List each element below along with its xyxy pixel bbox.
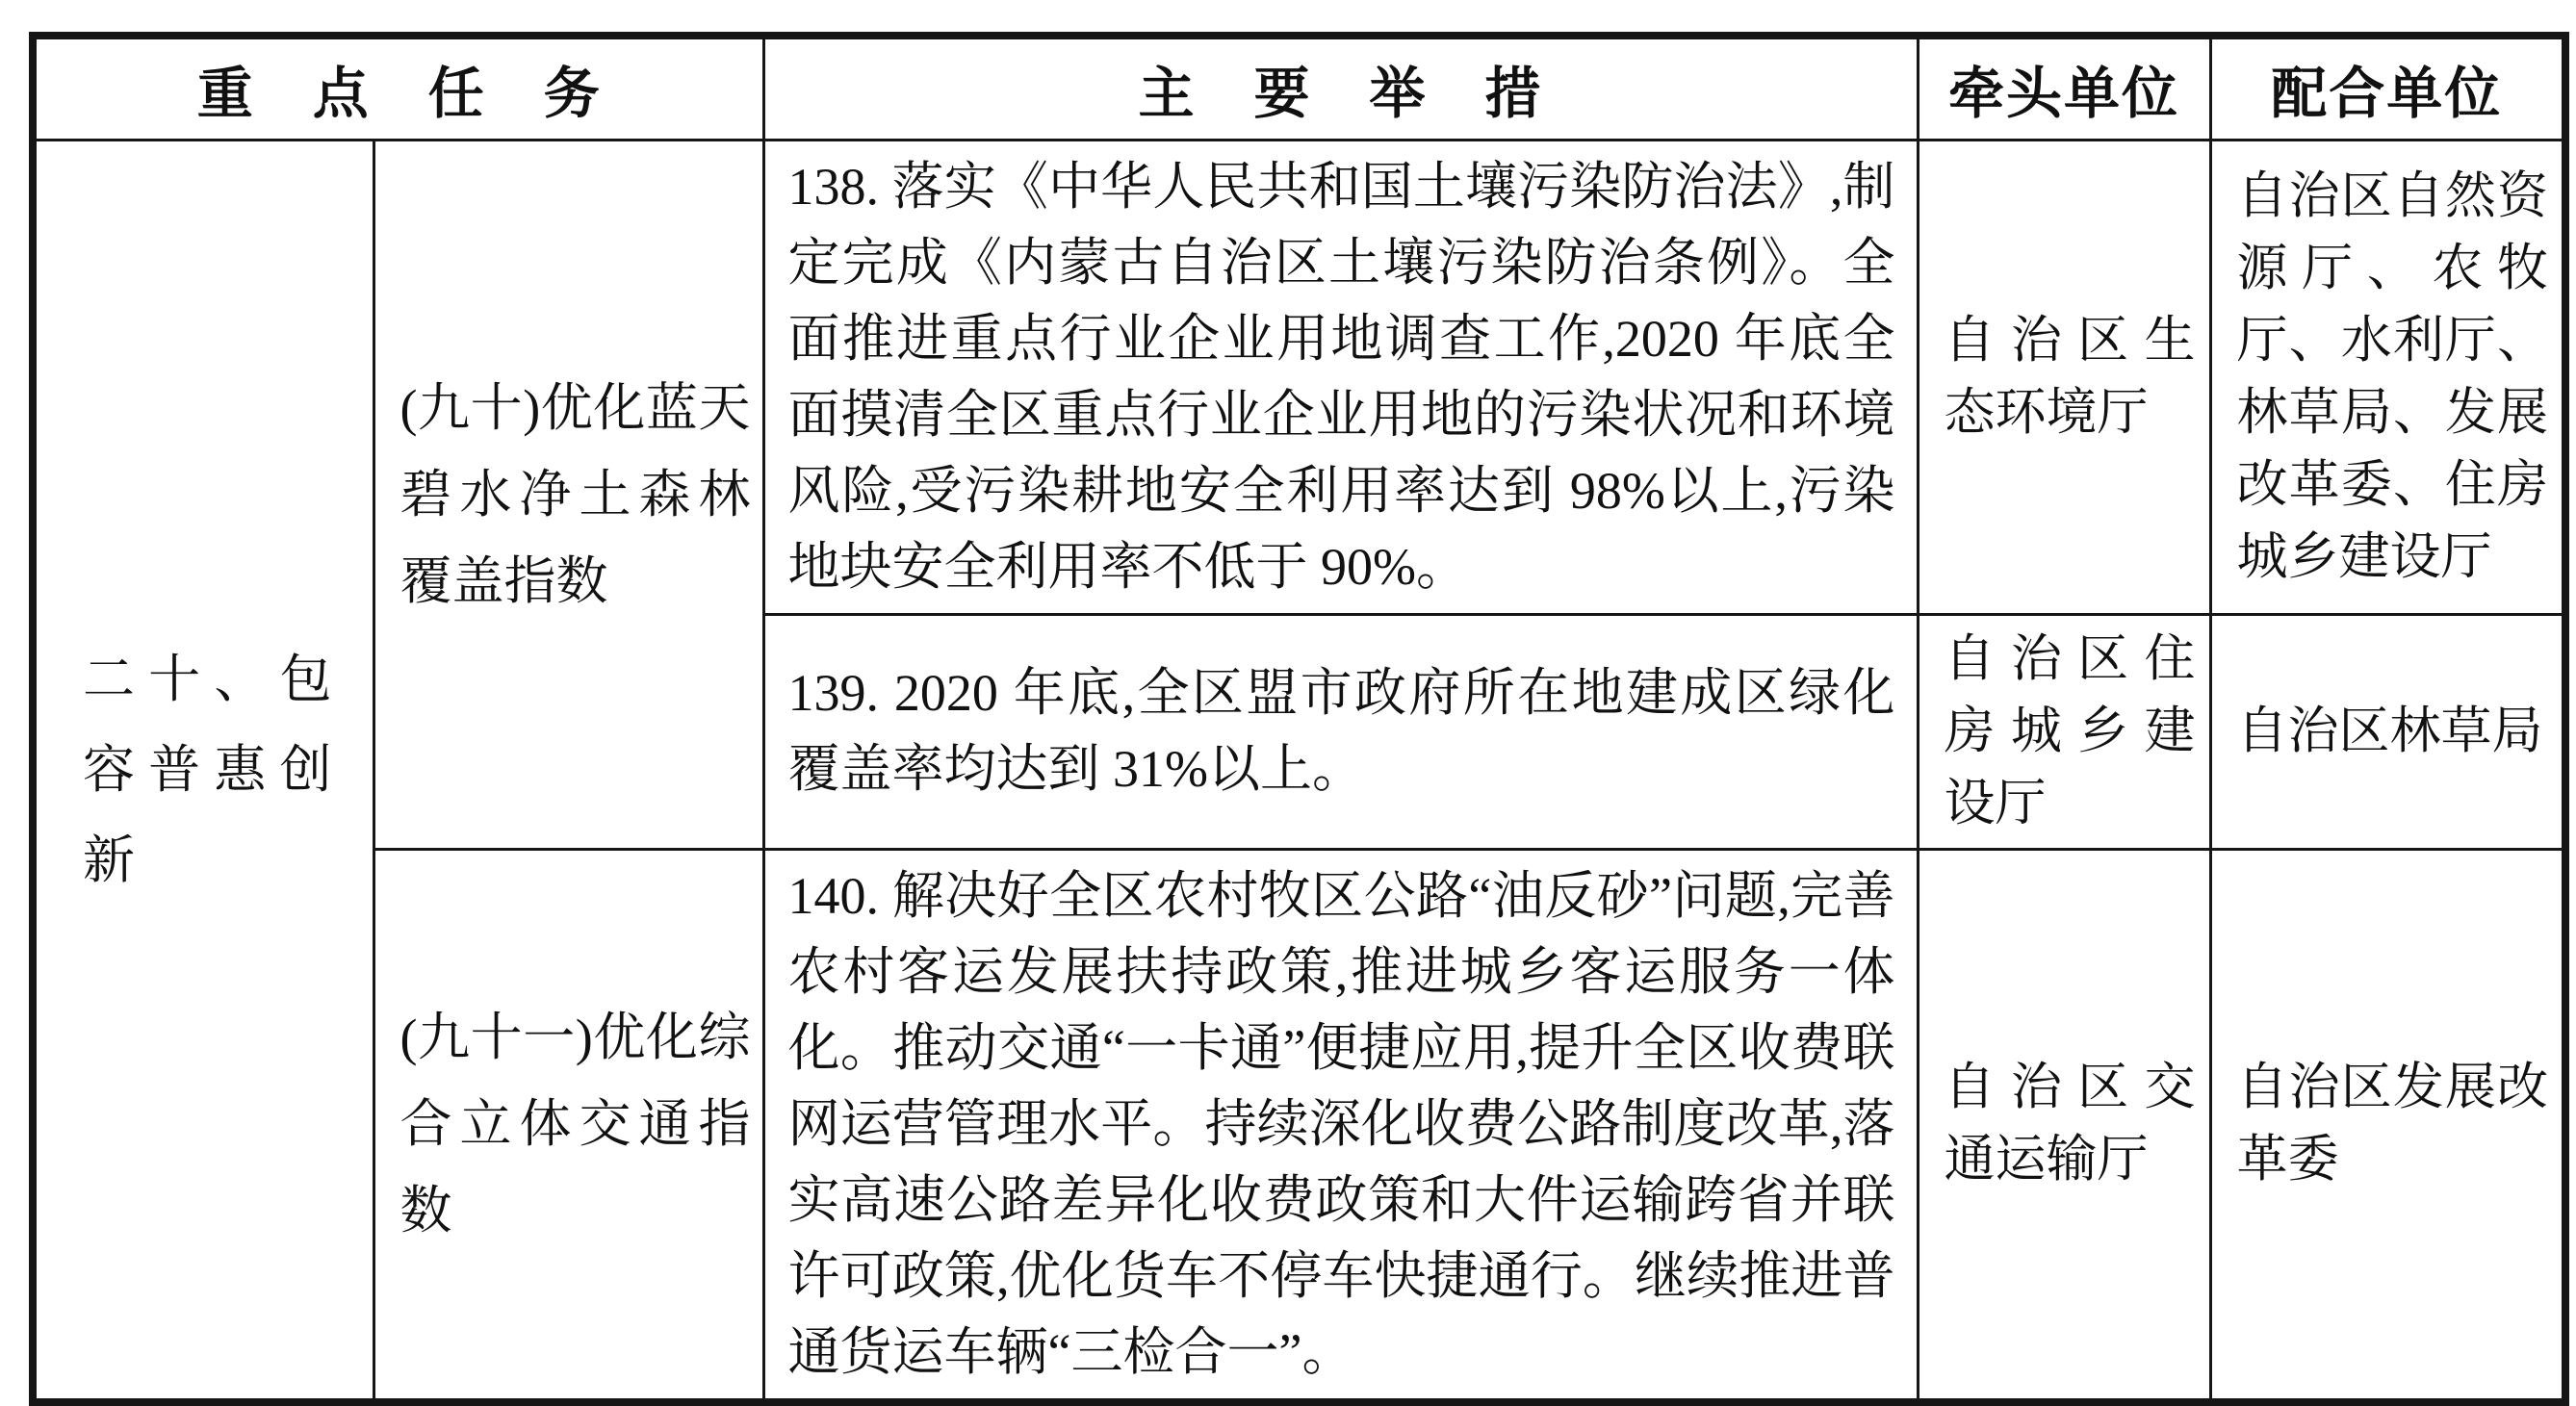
cell-subtask-91: (九十一)优化综合立体交通指数 [374, 849, 763, 1402]
cell-task-group: 二十、包容普惠创新 [33, 140, 374, 1402]
cell-subtask-90: (九十)优化蓝天碧水净土森林覆盖指数 [374, 140, 763, 849]
header-measures: 主 要 举 措 [763, 36, 1918, 140]
cell-coop-unit-138: 自治区自然资源厅、农牧厅、水利厅、林草局、发展改革委、住房城乡建设厅 [2210, 140, 2565, 614]
table-row-140 [33, 849, 2565, 1402]
header-coop-unit: 配合单位 [2210, 36, 2565, 140]
cell-coop-unit-140: 自治区发展改革委 [2210, 849, 2565, 1402]
header-row [33, 36, 2565, 140]
document-sheet [29, 32, 2569, 1406]
header-lead-unit: 牵头单位 [1918, 36, 2210, 140]
cell-coop-unit-139: 自治区林草局 [2210, 614, 2565, 849]
cell-lead-unit-138: 自治区生态环境厅 [1918, 140, 2210, 614]
cell-measure-138: 138. 落实《中华人民共和国土壤污染防治法》,制定完成《内蒙古自治区土壤污染防治条例》。全面推进重点行业企业用地调查工作,2020 年底全面摸清全区重点行业企业用地的污染状况和环境风险,受污染耕地安全利用率达到 98%以上,污染地块安全利用率不低于 90%。 [763, 140, 1918, 614]
header-key-tasks: 重 点 任 务 [33, 36, 763, 140]
cell-lead-unit-140: 自治区交通运输厅 [1918, 849, 2210, 1402]
cell-measure-140: 140. 解决好全区农村牧区公路“油反砂”问题,完善农村客运发展扶持政策,推进城乡客运服务一体化。推动交通“一卡通”便捷应用,提升全区收费联网运营管理水平。持续深化收费公路制度改革,落实高速公路差异化收费政策和大件运输跨省并联许可政策,优化货车不停车快捷通行。继续推进普通货运车辆“三检合一”。 [763, 849, 1918, 1402]
cell-lead-unit-139: 自治区住房城乡建设厅 [1918, 614, 2210, 849]
cell-measure-139: 139. 2020 年底,全区盟市政府所在地建成区绿化覆盖率均达到 31%以上。 [763, 614, 1918, 849]
table-row-138 [33, 140, 2565, 614]
task-assignment-table [29, 32, 2569, 1406]
